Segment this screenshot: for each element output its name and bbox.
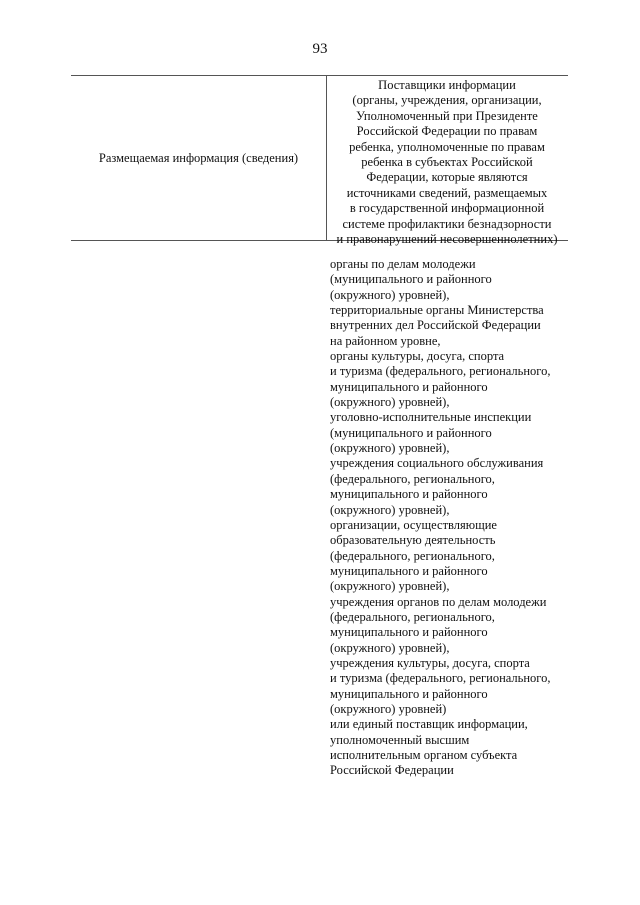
body-line: и туризма (федерального, регионального, <box>330 364 551 379</box>
body-line: (федерального, регионального, <box>330 471 495 486</box>
column-header-providers <box>326 78 568 247</box>
body-line: внутренних дел Российской Федерации <box>330 318 541 333</box>
body-line: (окружного) уровней) <box>330 701 447 716</box>
header-line: и правонарушений несовершеннолетних) <box>336 232 558 247</box>
body-line: организации, осуществляющие <box>330 517 497 532</box>
body-line: муниципального и районного <box>330 563 488 578</box>
body-line: (окружного) уровней), <box>330 287 450 302</box>
header-line: Уполномоченный при Президенте <box>356 108 538 123</box>
body-line: (муниципального и районного <box>330 425 492 440</box>
body-line: (окружного) уровней), <box>330 502 450 517</box>
body-line: муниципального и районного <box>330 686 488 701</box>
page-number: 93 <box>312 41 328 57</box>
body-line: (окружного) уровней), <box>330 395 450 410</box>
body-line: уголовно-исполнительные инспекции <box>330 410 532 425</box>
column-header-information: Размещаемая информация (сведения) <box>98 151 299 165</box>
header-line: системе профилактики безнадзорности <box>342 216 552 231</box>
body-line: Российской Федерации <box>330 763 454 778</box>
body-line: или единый поставщик информации, <box>330 717 528 732</box>
body-line: образовательную деятельность <box>330 533 496 548</box>
body-line: и туризма (федерального, регионального, <box>330 671 551 686</box>
header-line: ребенка в субъектах Российской <box>361 155 533 170</box>
body-line: муниципального и районного <box>330 625 488 640</box>
header-line: Федерации, которые являются <box>366 170 528 185</box>
body-line: территориальные органы Министерства <box>330 303 544 318</box>
body-line: муниципального и районного <box>330 487 488 502</box>
body-line: исполнительным органом субъекта <box>330 748 518 762</box>
body-line: органы культуры, досуга, спорта <box>330 349 505 364</box>
body-line: на районном уровне, <box>330 333 441 348</box>
body-line: уполномоченный высшим <box>330 732 470 747</box>
header-line: Российской Федерации по правам <box>356 124 538 139</box>
body-line: органы по делам молодежи <box>330 257 476 271</box>
table-top-rule <box>71 75 568 76</box>
header-line: ребенка, уполномоченные по правам <box>349 139 545 154</box>
body-line: учреждения культуры, досуга, спорта <box>330 655 530 670</box>
body-line: (окружного) уровней), <box>330 579 450 594</box>
body-line: (федерального, регионального, <box>330 548 495 563</box>
body-line: муниципального и районного <box>330 379 488 394</box>
body-line: (муниципального и районного <box>330 272 492 287</box>
header-line: в государственной информационной <box>349 201 545 216</box>
body-line: учреждения органов по делам молодежи <box>330 594 547 609</box>
body-line: учреждения социального обслуживания <box>330 456 544 471</box>
header-line: (органы, учреждения, организации, <box>352 93 542 108</box>
body-line: (окружного) уровней), <box>330 441 450 456</box>
providers-cell <box>330 257 570 779</box>
header-line: источниками сведений, размещаемых <box>346 185 548 200</box>
header-line: Поставщики информации <box>378 78 516 92</box>
body-line: (федерального, регионального, <box>330 609 495 624</box>
body-line: (окружного) уровней), <box>330 640 450 655</box>
